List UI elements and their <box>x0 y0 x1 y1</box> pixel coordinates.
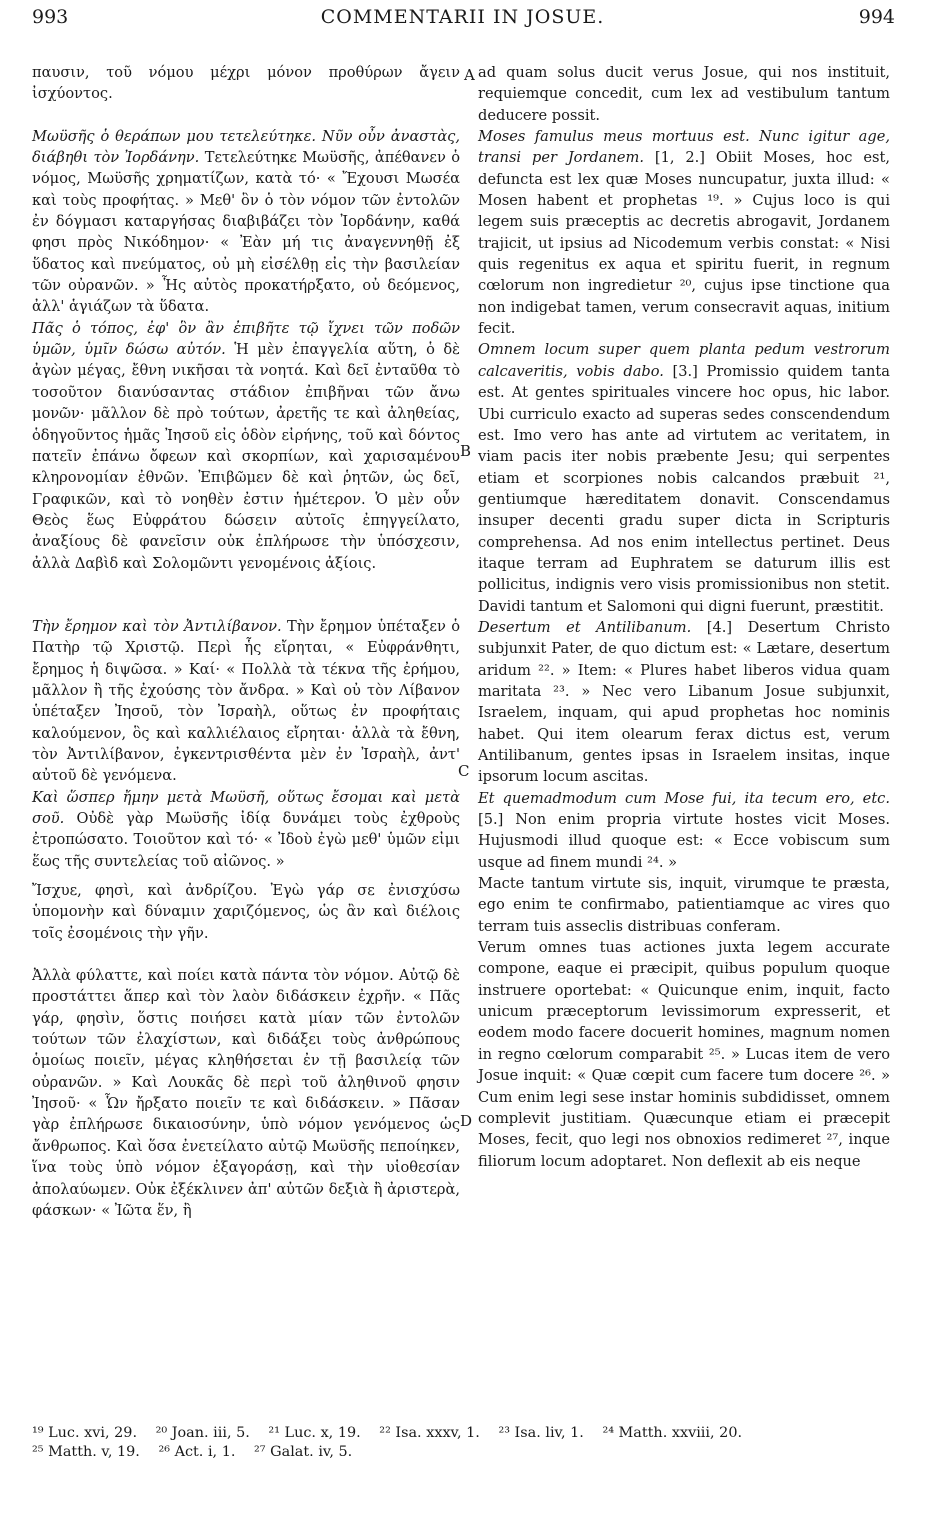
latin-text: [1, 2.] Obiit Moses, hoc est, defuncta est lex quæ Moses nuncupatur, juxta illud: « Mosen habent et prophetas ¹⁹. » Cujus loco is qui legem suis præceptis ac decretis abrogavit, Jordanem trajicit, ut ipsius ad Nicodemum verbis constat: « Nisi quis regenitus ex aqua et spiritu fuerit, in regnum cœlorum non ingredietur ²⁰, cujus ipse tinctione qua non indigebat tamen, verum consecravit aquas, initium fecit. <box>478 149 890 338</box>
greek-text: Τὴν ἔρημον ὑπέταξεν ὁ Πατὴρ τῷ Χριστῷ. Περὶ ἧς εἴρηται, « Εὐφράνθητι, ἔρημος ἡ διψῶσα. » Καί· « Πολλὰ τὰ τέκνα τῆς ἐρήμου, μᾶλλον ἢ τῆς ἐχούσης τὸν ἄνδρα. » Καὶ οὐ τὸν Λίβανον ὑπέταξεν Ἰησοῦ, τὸν Ἰσραὴλ, οὕτως ἐν προφήταις καλούμενον, ὃς καὶ καλλιέλαιος εἴρηται· ἀλλὰ τὰ ἔθνη, τὸν Ἀντιλίβανον, ἐγκεντρισθέντα μὲν ἐν Ἰσραὴλ, ἀντ' αὐτοῦ δὲ γενόμενα. <box>32 617 460 785</box>
greek-paragraph <box>32 126 460 318</box>
greek-lemma: Πᾶς ὁ τόπος, ἐφ' ὃν ἂν ἐπιβῆτε τῷ ἴχνει τῶν ποδῶν ὑμῶν, ὑμῖν δώσω αὐτόν. <box>32 319 460 359</box>
greek-text: Τετελεύτηκε Μωϋσῆς, ἀπέθανεν ὁ νόμος, Μωϋσῆς χρηματίζων, κατὰ τό· « Ἔχουσι Μωσέα καὶ τοὺς προφήτας. » Μεθ' ὃν ὁ τὸν νόμον τῶν ἐντολῶν ἐν δόγμασι καταργήσας διαβιβάζει τὸν Ἰορδάνην, καθά φησι πρὸς Νικόδημον· « Ἐὰν μή τις ἀναγεννηθῇ ἐξ ὕδατος καὶ πνεύματος, οὐ μὴ εἰσέλθῃ εἰς τὴν βασιλείαν τῶν οὐρανῶν. » Ἧς αὐτὸς προκατήρξατο, οὐ δεόμενος, ἀλλ' ἁγιάζων τὰ ὕδατα. <box>32 149 461 316</box>
latin-lemma: Omnem locum super quem planta pedum vestrorum calcaveritis, vobis dabo. <box>478 341 890 380</box>
running-title: COMMENTARII IN JOSUE. <box>320 6 605 28</box>
footnote: ²¹ Luc. x, 19. <box>268 1425 361 1441</box>
section-marker-b: B <box>460 442 472 460</box>
latin-text: [4.] Desertum Christo subjunxit Pater, de quo dictum est: « Lætare, desertum aridum ²². » Item: « Plures habet liberos vidua quam maritata ²³. » Nec vero Libanum Josue subjunxit, Israelem, inquam, qui apud prophetas hoc nominis habet. Qui item olearum ferax dictus est, verum Antilibanum, gentes ipsas in Israelem insitas, inque ipsorum locum ascitas. <box>478 618 890 786</box>
footnote: ²⁷ Galat. iv, 5. <box>254 1444 353 1460</box>
footnote: ²⁶ Act. i, 1. <box>158 1444 236 1460</box>
footnote: ²² Isa. xxxv, 1. <box>379 1425 480 1441</box>
latin-paragraph: Verum omnes tuas actiones juxta legem accurate compone, eaque ei præcipit, quibus populum quoque instruere oportebat: « Quicunque enim, inquit, facto unicum præceptorum levissimorum expresserit, et eodem modo facere docuerit homines, magnum nomen in regno cœlorum comparabit ²⁵. » Lucas item de vero Josue inquit: « Quæ cœpit cum facere tum docere ²⁶. » Cum enim legi sese instar hominis subdidisset, omnem complevit justitiam. Quæcunque etiam ei præcepit Moses, fecit, quo legi nos obnoxios redimeret ²⁷, inque filiorum locum adoptaret. Non deflexit ab eis neque <box>478 939 890 1170</box>
footnote: ²⁵ Matth. v, 19. <box>32 1444 140 1460</box>
latin-lemma: Et quemadmodum cum Mose fui, ita tecum ero, etc. <box>478 789 890 807</box>
footnote: ²⁴ Matth. xxviii, 20. <box>602 1425 743 1441</box>
greek-paragraph <box>32 787 460 872</box>
latin-paragraph <box>478 617 890 788</box>
footnote: ²⁰ Joan. iii, 5. <box>155 1425 250 1441</box>
section-marker-c: C <box>458 762 470 780</box>
greek-lemma: Μωϋσῆς ὁ θεράπων μου τετελεύτηκε. Νῦν οὖν ἀναστὰς, διάβηθι τὸν Ἰορδάνην. <box>32 127 460 167</box>
greek-column <box>32 62 460 1221</box>
latin-paragraph <box>478 126 890 339</box>
footnote-row <box>32 1443 902 1462</box>
section-marker-d: D <box>460 1112 473 1130</box>
page-number-right: 994 <box>858 6 895 28</box>
footnote: ²³ Isa. liv, 1. <box>498 1425 584 1441</box>
greek-paragraph: Ἴσχυε, φησὶ, καὶ ἀνδρίζου. Ἐγὼ γάρ σε ἐνισχύσω ὑπομονὴν καὶ δύναμιν χαριζόμενος, ὡς ἂν καὶ διέλοις τοῖς ἐσομένοις τὴν γῆν. <box>32 882 460 942</box>
footnote-row <box>32 1424 902 1443</box>
greek-lemma: Τὴν ἔρημον καὶ τὸν Ἀντιλίβανον. <box>32 617 282 635</box>
greek-text: Οὐδὲ γὰρ Μωϋσῆς ἰδίᾳ δυνάμει τοὺς ἐχθροὺς ἐτροπώσατο. Τοιοῦτον καὶ τό· « Ἰδοὺ ἐγὼ μεθ' ὑμῶν εἰμι ἕως τῆς συντελείας τοῦ αἰῶνος. » <box>32 810 460 870</box>
greek-text: Ἡ μὲν ἐπαγγελία αὕτη, ὁ δὲ ἀγὼν μέγας, ἔθνη νικῆσαι τὰ νοητά. Καὶ δεῖ ἐνταῦθα τὸ τοσοῦτον διανύσαντας στάδιον ἐπιβῆναι τῶν ἄνω μονῶν· μᾶλλον δὲ πρὸ τούτων, ἀρετῆς τε καὶ ἀληθείας, ὁδηγοῦντος ἡμᾶς Ἰησοῦ εἰς ὁδὸν εἰρήνης, τοῦ καὶ δόντος πατεῖν ἐπάνω ὄφεων καὶ σκορπίων, καὶ χαρισαμένου κληρονομίαν ἐθνῶν. Ἐπιβῶμεν δὲ καὶ ῥητῶν, ὡς δεῖ, Γραφικῶν, καὶ τὸ νοηθὲν ἐστιν ἡμέτερον. Ὁ μὲν οὖν Θεὸς ἕως Εὐφράτου δώσειν αὐτοῖς ἐπηγγείλατο, ἀναξίους δὲ φανεῖσιν οὐκ ἐπλήρωσε τὴν ὑπόσχεσιν, ἀλλὰ Δαβὶδ καὶ Σολομῶντι γενομένοις ἀξίοις. <box>32 341 461 572</box>
greek-lemma: Καὶ ὥσπερ ἤμην μετὰ Μωϋσῆ, οὕτως ἔσομαι καὶ μετὰ σοῦ. <box>32 788 460 827</box>
greek-paragraph: παυσιν, τοῦ νόμου μέχρι μόνον προθύρων ἄγειν ἰσχύοντος. <box>32 64 460 103</box>
latin-paragraph: Macte tantum virtute sis, inquit, virumque te præsta, ego enim te confirmabo, patientiamque ac vires quo terram tuis asseclis distribuas conferam. <box>478 875 890 935</box>
latin-paragraph <box>478 339 890 616</box>
latin-text: [5.] Non enim propria virtute hostes vicit Moses. Hujusmodi illud quoque est: « Ecce vobiscum sum usque ad finem mundi ²⁴. » <box>478 811 890 871</box>
latin-paragraph <box>478 788 890 873</box>
page-number-left: 993 <box>32 6 69 28</box>
greek-paragraph: Ἀλλὰ φύλαττε, καὶ ποίει κατὰ πάντα τὸν νόμον. Αὐτῷ δὲ προστάττει ἅπερ καὶ τὸν λαὸν διδάσκειν ἐχρῆν. « Πᾶς γάρ, φησὶν, ὅστις ποιήσει κατὰ μίαν τῶν ἐντολῶν τούτων τῶν ἐλαχίστων, καὶ διδάξει τοὺς ἀνθρώπους ὁμοίως ποιεῖν, μέγας κληθήσεται ἐν τῇ βασιλείᾳ τῶν οὐρανῶν. » Καὶ Λουκᾶς δὲ περὶ τοῦ ἀληθινοῦ φησιν Ἰησοῦ· « Ὧν ἤρξατο ποιεῖν τε καὶ διδάσκειν. » Πᾶσαν γὰρ ἐπλήρωσε δικαιοσύνην, ὑπὸ νόμον γενόμενος ὡς ἄνθρωπος. Καὶ ὅσα ἐνετείλατο αὐτῷ Μωϋσῆς πεποίηκεν, ἵνα τοὺς ὑπὸ νόμον ἐξαγοράσῃ, καὶ τὴν υἱοθεσίαν ἀπολαύωμεν. Οὐκ ἐξέκλινεν ἀπ' αὐτῶν δεξιὰ ἢ ἀριστερὰ, φάσκων· « Ἰῶτα ἕν, ἢ <box>32 967 460 1219</box>
page-header <box>0 6 925 36</box>
footnote: ¹⁹ Luc. xvi, 29. <box>32 1425 138 1441</box>
greek-paragraph <box>32 616 460 787</box>
latin-lemma: Desertum et Antilibanum. <box>478 618 692 636</box>
latin-column <box>478 62 890 1172</box>
section-marker-a: A <box>464 66 475 84</box>
greek-paragraph <box>32 318 460 574</box>
latin-paragraph: ad quam solus ducit verus Josue, qui nos instituit, requiemque concedit, cum lex ad vestibulum tantum deducere possit. <box>478 64 890 124</box>
footnotes <box>32 1424 902 1462</box>
latin-text: [3.] Promissio quidem tanta est. At gentes spirituales vincere hoc opus, hic labor. Ubi curriculo exacto ad superas sedes conscendendum est. Imo vero has ante ad virtutem ac veritatem, in viam pacis iter nobis præbente Jesu; qui serpentes etiam et scorpiones nobis calcandos præbuit ²¹, gentiumque hæreditatem donavit. Conscendamus insuper decenti gradu super dicta in Scripturis comprehensa. Ad nos enim intellectus pertinet. Deus itaque terram ad Euphratem se daturum illis est pollicitus, indignis vero visis promissionibus non stetit. Davidi tantum et Salomoni qui digni fuerunt, præstitit. <box>478 362 890 615</box>
latin-lemma: Moses famulus meus mortuus est. Nunc igitur age, transi per Jordanem. <box>478 128 890 167</box>
